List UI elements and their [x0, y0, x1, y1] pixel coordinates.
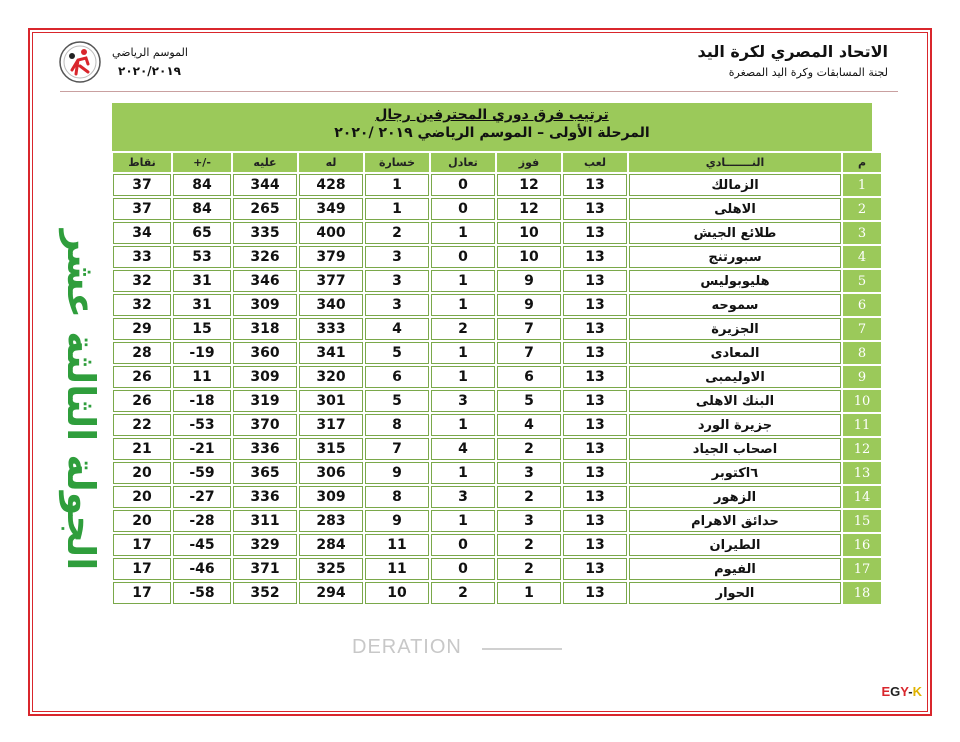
- cell-won: 9: [497, 270, 561, 292]
- cell-draw: 2: [431, 582, 495, 604]
- brand-logo: EGY-K: [881, 684, 922, 699]
- cell-points: 17: [113, 534, 171, 556]
- cell-club: الاهلى: [629, 198, 841, 220]
- cell-goal-diff: 15: [173, 318, 231, 340]
- cell-goals-against: 365: [233, 462, 297, 484]
- cell-club: المعادى: [629, 342, 841, 364]
- col-header-played: لعب: [563, 153, 627, 172]
- cell-goals-for: 320: [299, 366, 363, 388]
- cell-draw: 2: [431, 318, 495, 340]
- cell-goal-diff: 19-: [173, 342, 231, 364]
- col-header-lost: خسارة: [365, 153, 429, 172]
- cell-goals-against: 326: [233, 246, 297, 268]
- standings-body: [113, 174, 881, 604]
- table-row: [113, 486, 881, 508]
- cell-draw: 0: [431, 246, 495, 268]
- cell-goals-against: 318: [233, 318, 297, 340]
- cell-points: 26: [113, 366, 171, 388]
- cell-played: 13: [563, 534, 627, 556]
- watermark-text: DERATION: [352, 636, 462, 658]
- standings-title: ترتيب فرق دوري المحترفين رجال: [375, 107, 609, 123]
- cell-goal-diff: 46-: [173, 558, 231, 580]
- cell-lost: 3: [365, 270, 429, 292]
- cell-points: 20: [113, 486, 171, 508]
- cell-goals-for: 333: [299, 318, 363, 340]
- cell-won: 7: [497, 318, 561, 340]
- cell-won: 4: [497, 414, 561, 436]
- standings-subtitle: المرحلة الأولى – الموسم الرياضي ٢٠١٩ /٢٠٢٠: [334, 125, 650, 141]
- cell-won: 10: [497, 222, 561, 244]
- cell-played: 13: [563, 462, 627, 484]
- cell-won: 2: [497, 558, 561, 580]
- cell-draw: 0: [431, 534, 495, 556]
- col-header-goal-diff: -/+: [173, 153, 231, 172]
- cell-club: سبورتنج: [629, 246, 841, 268]
- table-row: [113, 366, 881, 388]
- cell-goal-diff: 45-: [173, 534, 231, 556]
- cell-club: الفيوم: [629, 558, 841, 580]
- cell-draw: 4: [431, 438, 495, 460]
- cell-goal-diff: 18-: [173, 390, 231, 412]
- cell-goal-diff: 58-: [173, 582, 231, 604]
- cell-points: 20: [113, 510, 171, 532]
- cell-draw: 1: [431, 270, 495, 292]
- table-row: [113, 174, 881, 196]
- cell-rank: 6: [843, 294, 881, 316]
- cell-lost: 4: [365, 318, 429, 340]
- cell-goals-for: 284: [299, 534, 363, 556]
- cell-played: 13: [563, 510, 627, 532]
- cell-lost: 9: [365, 510, 429, 532]
- cell-draw: 1: [431, 414, 495, 436]
- cell-goal-diff: 27-: [173, 486, 231, 508]
- cell-goal-diff: 11: [173, 366, 231, 388]
- cell-won: 12: [497, 198, 561, 220]
- cell-goals-against: 370: [233, 414, 297, 436]
- cell-points: 17: [113, 558, 171, 580]
- standings-panel: [112, 103, 872, 606]
- cell-goals-for: 309: [299, 486, 363, 508]
- cell-draw: 0: [431, 174, 495, 196]
- cell-won: 7: [497, 342, 561, 364]
- cell-won: 1: [497, 582, 561, 604]
- cell-goals-for: 283: [299, 510, 363, 532]
- cell-lost: 10: [365, 582, 429, 604]
- watermark-line: [482, 648, 562, 650]
- cell-rank: 10: [843, 390, 881, 412]
- cell-goals-against: 344: [233, 174, 297, 196]
- cell-draw: 1: [431, 366, 495, 388]
- federation-name: الاتحاد المصري لكرة اليد: [697, 42, 888, 61]
- cell-played: 13: [563, 270, 627, 292]
- cell-points: 32: [113, 270, 171, 292]
- cell-rank: 9: [843, 366, 881, 388]
- cell-played: 13: [563, 174, 627, 196]
- cell-rank: 1: [843, 174, 881, 196]
- cell-goals-for: 340: [299, 294, 363, 316]
- cell-rank: 15: [843, 510, 881, 532]
- cell-goals-against: 371: [233, 558, 297, 580]
- cell-goal-diff: 59-: [173, 462, 231, 484]
- cell-draw: 3: [431, 390, 495, 412]
- cell-goals-for: 317: [299, 414, 363, 436]
- cell-won: 12: [497, 174, 561, 196]
- cell-goals-against: 346: [233, 270, 297, 292]
- cell-rank: 12: [843, 438, 881, 460]
- cell-won: 2: [497, 486, 561, 508]
- cell-goals-for: 315: [299, 438, 363, 460]
- cell-won: 9: [497, 294, 561, 316]
- handball-federation-logo: [58, 40, 102, 84]
- cell-goals-for: 349: [299, 198, 363, 220]
- cell-club: سموحه: [629, 294, 841, 316]
- cell-played: 13: [563, 438, 627, 460]
- cell-club: جزيرة الورد: [629, 414, 841, 436]
- col-header-rank: م: [843, 153, 881, 172]
- cell-lost: 5: [365, 390, 429, 412]
- cell-played: 13: [563, 198, 627, 220]
- table-row: [113, 294, 881, 316]
- cell-rank: 7: [843, 318, 881, 340]
- cell-points: 33: [113, 246, 171, 268]
- cell-goals-against: 319: [233, 390, 297, 412]
- table-row: [113, 414, 881, 436]
- table-row: [113, 222, 881, 244]
- cell-points: 34: [113, 222, 171, 244]
- cell-club: الحوار: [629, 582, 841, 604]
- cell-won: 2: [497, 438, 561, 460]
- cell-goals-for: 377: [299, 270, 363, 292]
- cell-rank: 8: [843, 342, 881, 364]
- standings-table: [111, 151, 883, 606]
- cell-rank: 2: [843, 198, 881, 220]
- cell-played: 13: [563, 558, 627, 580]
- cell-won: 5: [497, 390, 561, 412]
- cell-points: 28: [113, 342, 171, 364]
- cell-goal-diff: 53: [173, 246, 231, 268]
- cell-club: الجزيرة: [629, 318, 841, 340]
- cell-draw: 0: [431, 198, 495, 220]
- standings-header-row: [113, 153, 881, 172]
- cell-goals-against: 309: [233, 294, 297, 316]
- cell-goals-against: 335: [233, 222, 297, 244]
- cell-points: 37: [113, 198, 171, 220]
- cell-draw: 1: [431, 462, 495, 484]
- cell-lost: 6: [365, 366, 429, 388]
- cell-lost: 11: [365, 558, 429, 580]
- cell-played: 13: [563, 294, 627, 316]
- cell-goals-for: 325: [299, 558, 363, 580]
- cell-won: 3: [497, 510, 561, 532]
- cell-lost: 11: [365, 534, 429, 556]
- table-row: [113, 270, 881, 292]
- cell-played: 13: [563, 486, 627, 508]
- cell-club: الزهور: [629, 486, 841, 508]
- cell-club: هليوبوليس: [629, 270, 841, 292]
- cell-goals-against: 329: [233, 534, 297, 556]
- table-row: [113, 318, 881, 340]
- cell-lost: 3: [365, 246, 429, 268]
- cell-club: ٦اكتوبر: [629, 462, 841, 484]
- cell-points: 22: [113, 414, 171, 436]
- col-header-draw: تعادل: [431, 153, 495, 172]
- cell-goals-against: 352: [233, 582, 297, 604]
- cell-goals-for: 379: [299, 246, 363, 268]
- cell-goal-diff: 53-: [173, 414, 231, 436]
- cell-points: 26: [113, 390, 171, 412]
- cell-rank: 13: [843, 462, 881, 484]
- cell-rank: 18: [843, 582, 881, 604]
- cell-club: الاوليمبى: [629, 366, 841, 388]
- cell-played: 13: [563, 582, 627, 604]
- cell-club: حدائق الاهرام: [629, 510, 841, 532]
- cell-lost: 1: [365, 174, 429, 196]
- table-row: [113, 534, 881, 556]
- cell-points: 32: [113, 294, 171, 316]
- cell-won: 2: [497, 534, 561, 556]
- cell-played: 13: [563, 318, 627, 340]
- cell-goal-diff: 28-: [173, 510, 231, 532]
- cell-rank: 11: [843, 414, 881, 436]
- table-row: [113, 510, 881, 532]
- cell-goal-diff: 31: [173, 270, 231, 292]
- cell-draw: 1: [431, 342, 495, 364]
- cell-goals-for: 301: [299, 390, 363, 412]
- season-years: ٢٠٢٠/٢٠١٩: [118, 64, 181, 78]
- cell-played: 13: [563, 390, 627, 412]
- cell-goal-diff: 84: [173, 198, 231, 220]
- cell-draw: 1: [431, 510, 495, 532]
- table-row: [113, 246, 881, 268]
- cell-points: 21: [113, 438, 171, 460]
- cell-rank: 5: [843, 270, 881, 292]
- cell-rank: 14: [843, 486, 881, 508]
- cell-goal-diff: 21-: [173, 438, 231, 460]
- cell-won: 6: [497, 366, 561, 388]
- cell-goals-for: 294: [299, 582, 363, 604]
- cell-goals-for: 341: [299, 342, 363, 364]
- cell-goals-against: 336: [233, 486, 297, 508]
- table-row: [113, 198, 881, 220]
- cell-draw: 1: [431, 222, 495, 244]
- col-header-goals-against: عليه: [233, 153, 297, 172]
- cell-goal-diff: 84: [173, 174, 231, 196]
- cell-rank: 16: [843, 534, 881, 556]
- table-row: [113, 558, 881, 580]
- cell-club: الطيران: [629, 534, 841, 556]
- cell-points: 17: [113, 582, 171, 604]
- cell-lost: 9: [365, 462, 429, 484]
- cell-goals-for: 306: [299, 462, 363, 484]
- cell-draw: 3: [431, 486, 495, 508]
- col-header-goals-for: له: [299, 153, 363, 172]
- cell-lost: 7: [365, 438, 429, 460]
- cell-lost: 8: [365, 414, 429, 436]
- cell-goals-against: 309: [233, 366, 297, 388]
- cell-rank: 17: [843, 558, 881, 580]
- cell-draw: 0: [431, 558, 495, 580]
- col-header-points: نقاط: [113, 153, 171, 172]
- standings-title-block: [112, 103, 872, 151]
- cell-goals-against: 336: [233, 438, 297, 460]
- table-row: [113, 342, 881, 364]
- committee-name: لجنة المسابقات وكرة اليد المصغرة: [728, 66, 888, 79]
- cell-points: 29: [113, 318, 171, 340]
- cell-club: طلائع الجيش: [629, 222, 841, 244]
- cell-goals-against: 360: [233, 342, 297, 364]
- cell-goals-for: 400: [299, 222, 363, 244]
- cell-played: 13: [563, 342, 627, 364]
- cell-goals-against: 311: [233, 510, 297, 532]
- cell-lost: 1: [365, 198, 429, 220]
- cell-lost: 8: [365, 486, 429, 508]
- cell-goal-diff: 65: [173, 222, 231, 244]
- cell-won: 10: [497, 246, 561, 268]
- cell-lost: 2: [365, 222, 429, 244]
- cell-points: 37: [113, 174, 171, 196]
- cell-played: 13: [563, 222, 627, 244]
- cell-played: 13: [563, 414, 627, 436]
- col-header-won: فوز: [497, 153, 561, 172]
- cell-lost: 3: [365, 294, 429, 316]
- table-row: [113, 462, 881, 484]
- table-row: [113, 582, 881, 604]
- cell-goal-diff: 31: [173, 294, 231, 316]
- table-row: [113, 390, 881, 412]
- cell-rank: 3: [843, 222, 881, 244]
- cell-club: اصحاب الجياد: [629, 438, 841, 460]
- cell-won: 3: [497, 462, 561, 484]
- cell-points: 20: [113, 462, 171, 484]
- cell-club: البنك الاهلى: [629, 390, 841, 412]
- table-row: [113, 438, 881, 460]
- cell-club: الزمالك: [629, 174, 841, 196]
- cell-played: 13: [563, 246, 627, 268]
- cell-played: 13: [563, 366, 627, 388]
- cell-goals-against: 265: [233, 198, 297, 220]
- cell-goals-for: 428: [299, 174, 363, 196]
- round-side-label: الجولة الثالثة عشر: [59, 229, 104, 571]
- cell-rank: 4: [843, 246, 881, 268]
- cell-lost: 5: [365, 342, 429, 364]
- cell-draw: 1: [431, 294, 495, 316]
- season-label: الموسم الرياضي: [112, 46, 188, 59]
- col-header-club: النـــــــادي: [629, 153, 841, 172]
- header-divider: [60, 91, 898, 92]
